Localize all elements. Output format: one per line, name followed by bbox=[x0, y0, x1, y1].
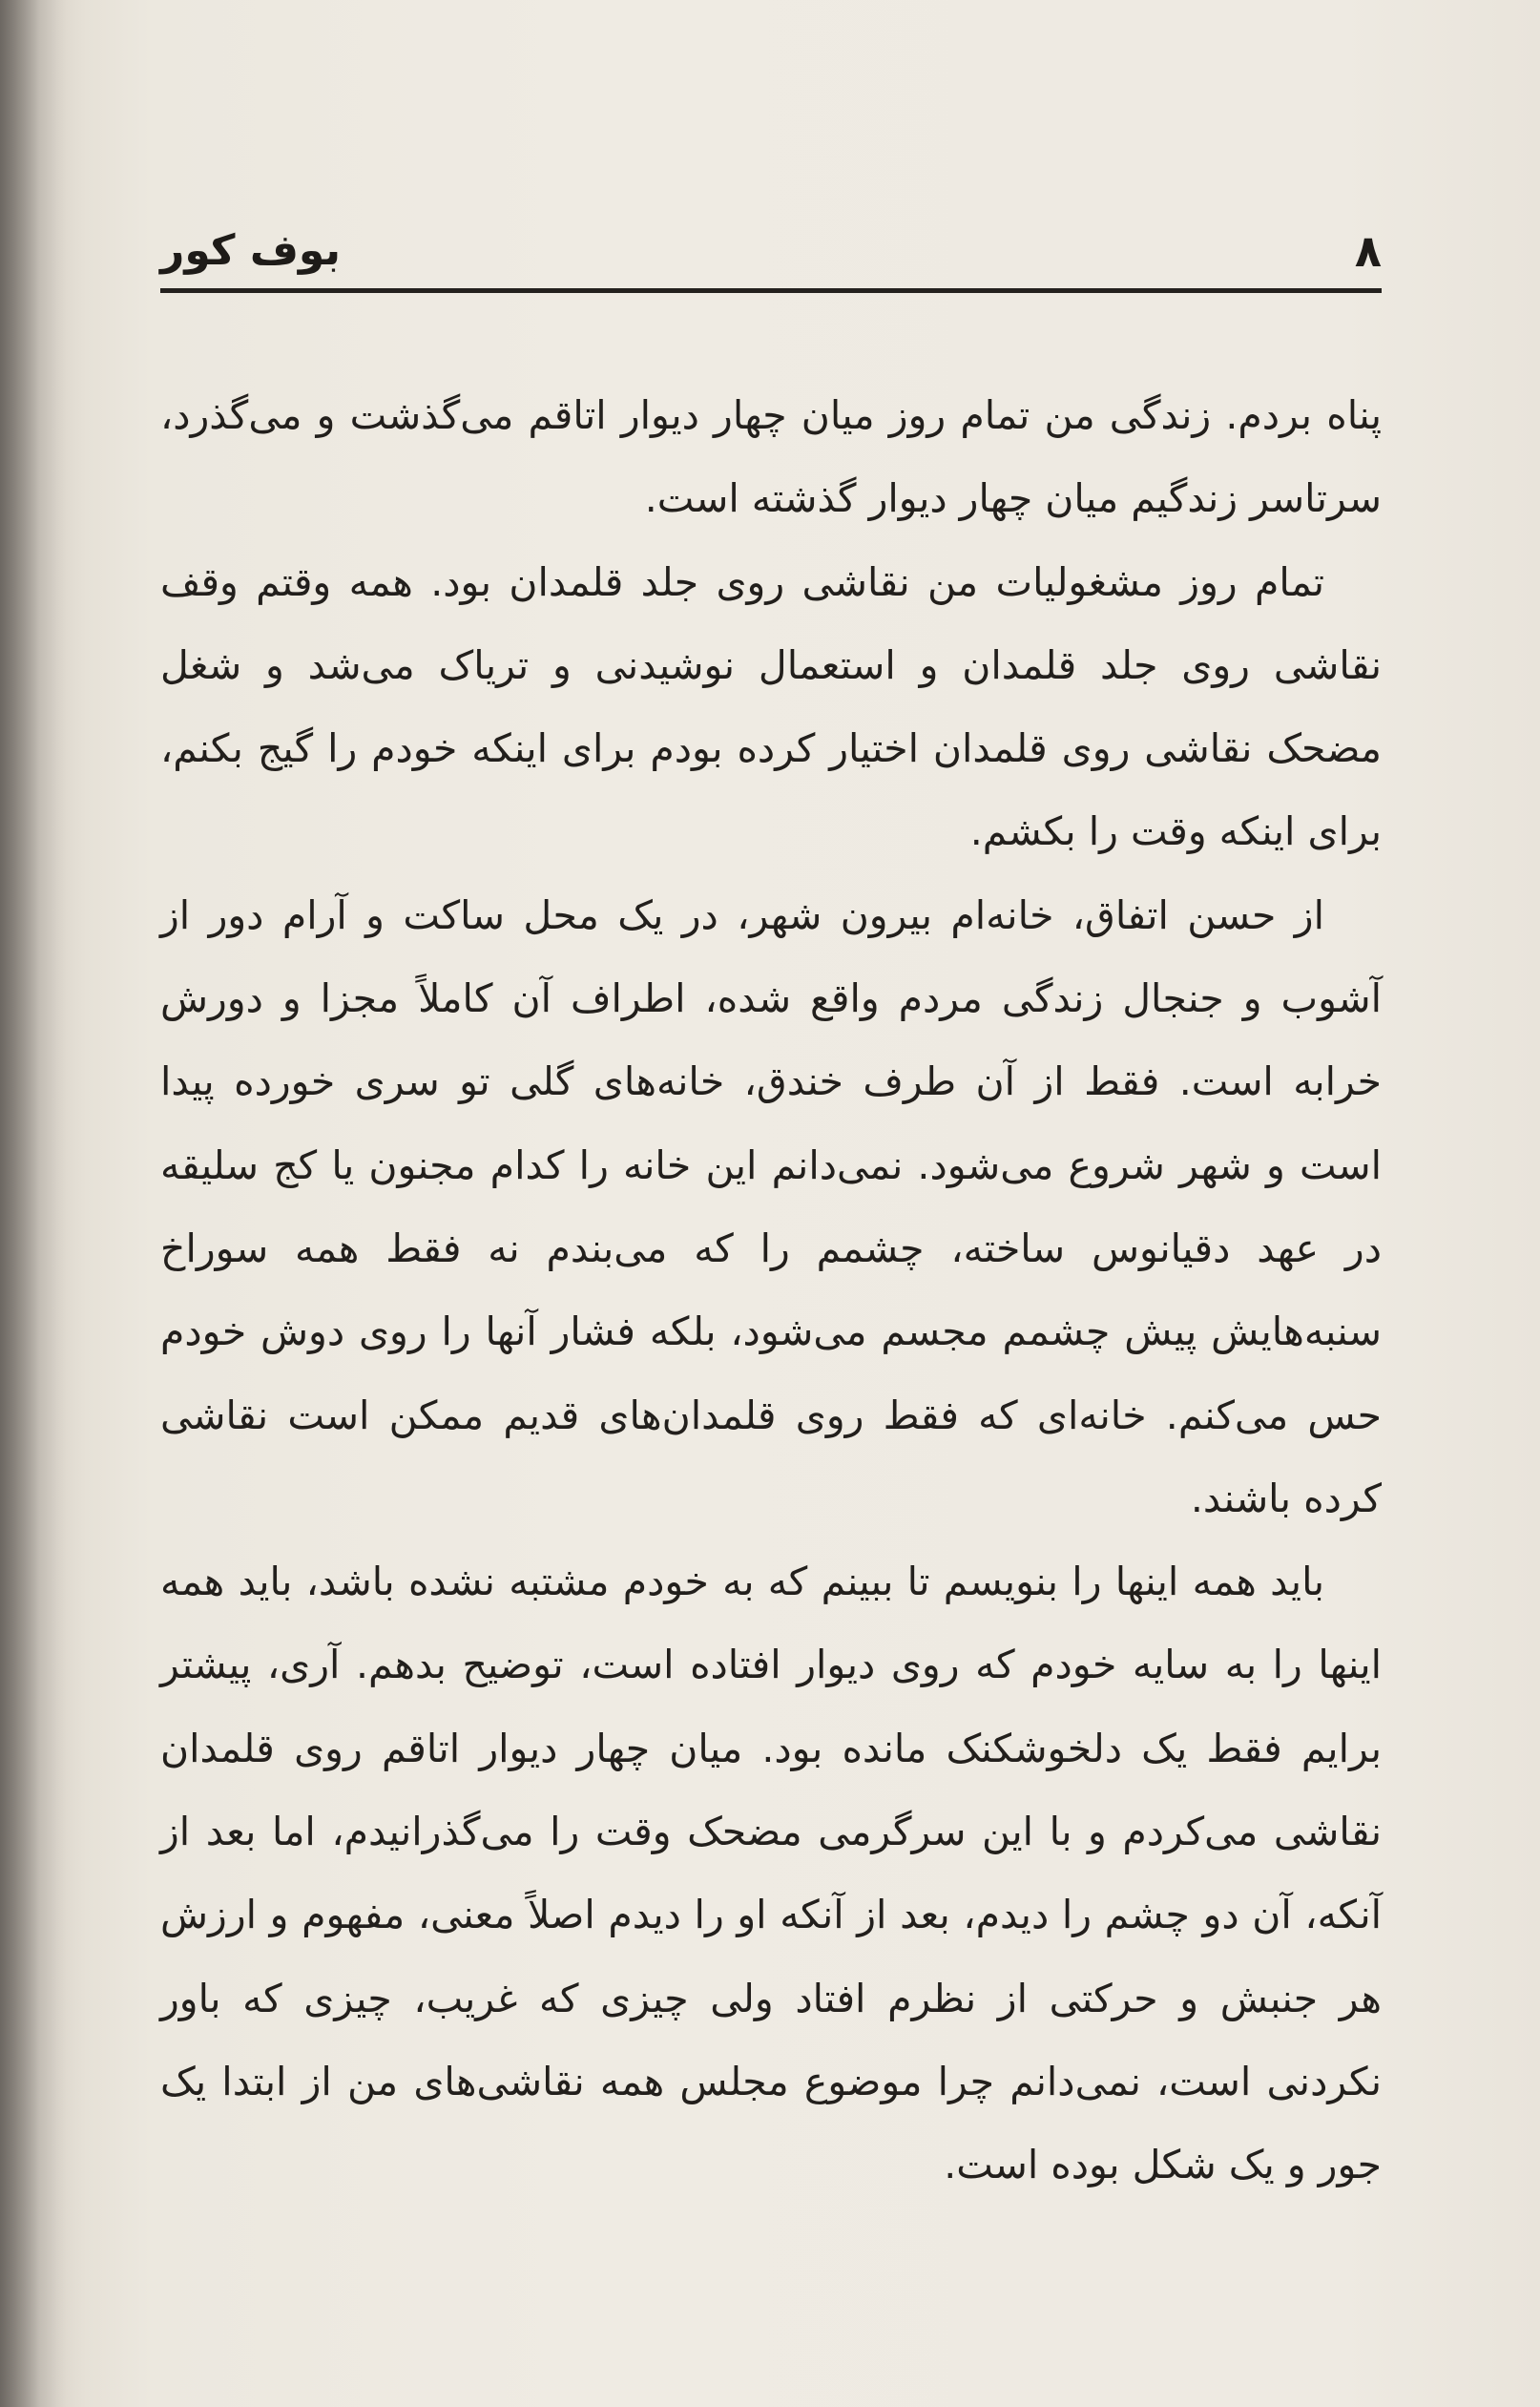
body-text bbox=[160, 374, 1382, 2208]
paragraph-1: پناه بردم. زندگی من تمام روز میان چهار دیوار اتاقم می‌گذشت و می‌گذرد، سرتاسر زندگیم میان چهار دیوار گذشته است. bbox=[160, 392, 1382, 522]
page-number: ۸ bbox=[1354, 225, 1382, 277]
paragraph-2: تمام روز مشغولیات من نقاشی روی جلد قلمدان بود. همه وقتم وقف نقاشی روی جلد قلمدان و استعمال نوشیدنی و تریاک می‌شد و شغل مضحک نقاشی روی قلمدان اختیار کرده بودم برای اینکه خودم را گیج بکنم، برای اینکه وقت را بکشم. bbox=[160, 558, 1382, 855]
paragraph-3: از حسن اتفاق، خانه‌ام بیرون شهر، در یک محل ساکت و آرام دور از آشوب و جنجال زندگی مردم واقع شده، اطراف آن کاملاً مجزا و دورش خرابه است. فقط از آن طرف خندق، خانه‌های گلی تو سری خورده پیدا است و شهر شروع می‌شود. نمی‌دانم این خانه را کدام مجنون یا کج سلیقه در عهد دقیانوس ساخته، چشمم را که می‌بندم نه فقط همه سوراخ سنبه‌هایش پیش چشمم مجسم می‌شود، بلکه فشار آنها را روی دوش خودم حس می‌کنم. خانه‌ای که فقط روی قلمدان‌های قدیم ممکن است نقاشی کرده باشند. bbox=[160, 891, 1382, 1521]
paragraph-4: باید همه اینها را بنویسم تا ببینم که به خودم مشتبه نشده باشد، باید همه اینها را به سایه خودم که روی دیوار افتاده است، توضیح بدهم. آری، پیشتر برایم فقط یک دلخوشکنک مانده بود. میان چهار دیوار اتاقم روی قلمدان نقاشی می‌کردم و با این سرگرمی مضحک وقت را می‌گذرانیدم، اما بعد از آنکه، آن دو چشم را دیدم، بعد از آنکه او را دیدم اصلاً معنی، مفهوم و ارزش هر جنبش و حرکتی از نظرم افتاد ولی چیزی که غریب، چیزی که باور نکردنی است، نمی‌دانم چرا موضوع مجلس همه نقاشی‌های من از ابتدا یک جور و یک شکل بوده است. bbox=[160, 1559, 1382, 2188]
running-title: بوف کور bbox=[160, 226, 342, 275]
page-header bbox=[160, 218, 1382, 284]
spine-shadow bbox=[0, 0, 67, 2407]
header-rule bbox=[160, 288, 1382, 293]
